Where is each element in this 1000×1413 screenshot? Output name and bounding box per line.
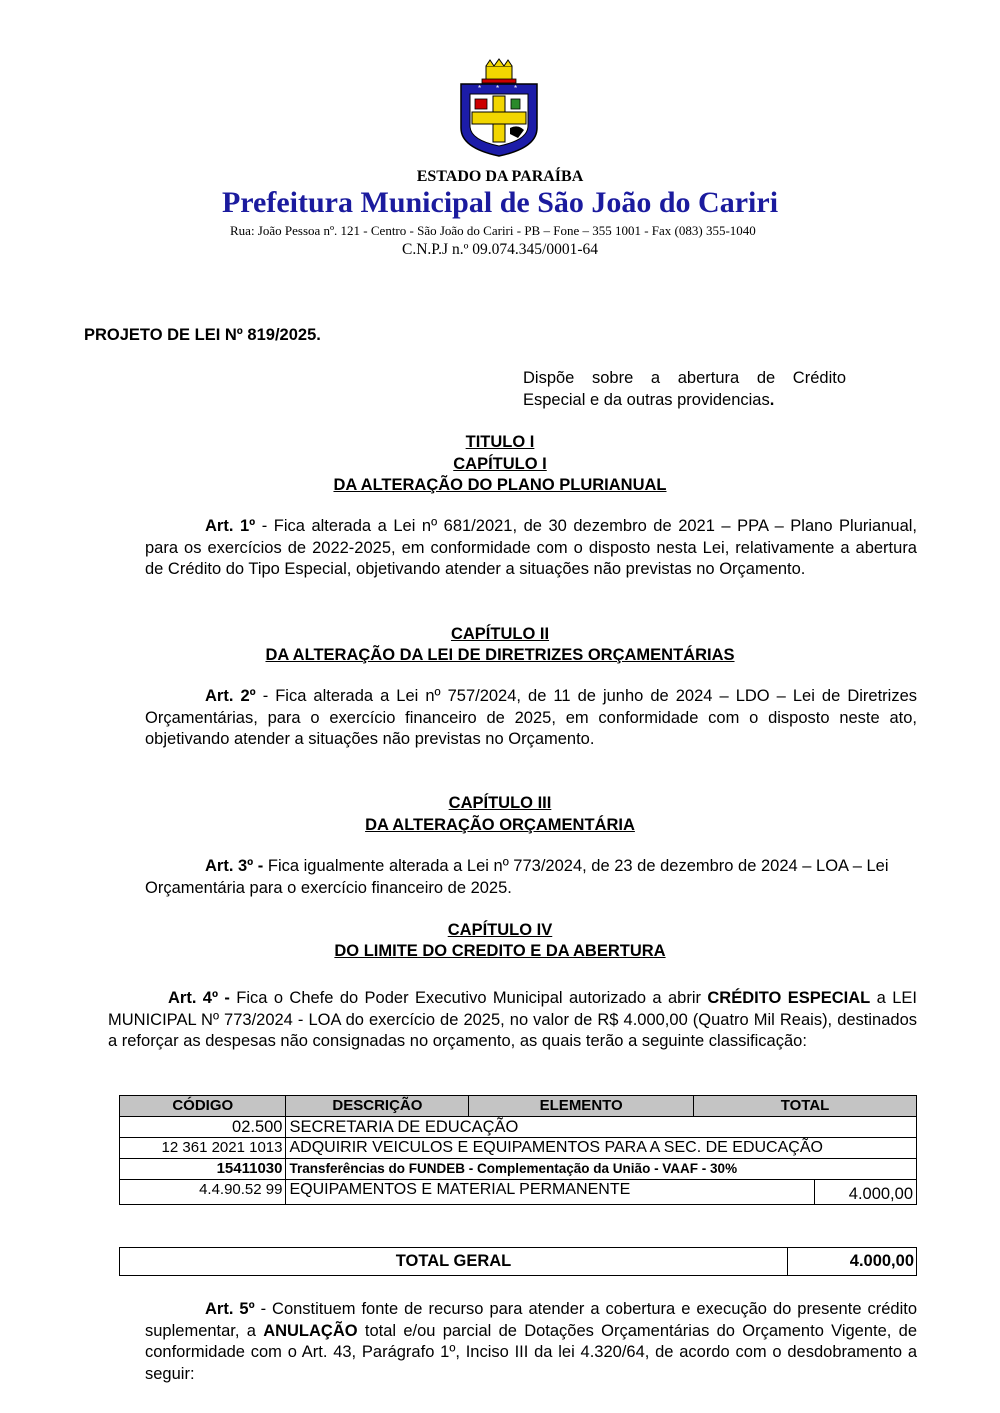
article-5-text-a: - Constituem fonte de recurso para atender a cobertura e execução do presente crédito suplementar, a [145,1300,917,1340]
summary-end: . [769,390,775,409]
article-3-label: Art. 3º - [205,857,264,875]
titulo-heading: TITULO I [465,433,535,451]
chapter-2-subheading: DA ALTERAÇÃO DA LEI DE DIRETRIZES ORÇAMENTÁRIAS [265,646,735,664]
article-5 [145,1299,917,1385]
summary-line-2-text: Especial e da outras providencias [523,390,770,409]
row-4-total-cell [694,1180,917,1205]
header-descricao: DESCRIÇÃO [286,1096,469,1117]
coat-of-arms-logo [458,58,540,158]
svg-text:*: * [514,84,518,93]
article-4 [108,988,917,1053]
header-codigo: CÓDIGO [120,1096,286,1117]
svg-text:*: * [496,84,500,93]
chapter-2-heading: CAPÍTULO II [450,625,550,643]
article-5-bold: ANULAÇÃO [263,1321,358,1340]
row-3-code: 15411030 [120,1159,286,1180]
row-2-code: 12 361 2021 1013 [120,1138,286,1159]
row-4-code: 4.4.90.52 99 [120,1180,286,1205]
chapter-3-heading: CAPÍTULO III [448,794,552,812]
chapter-4-subheading: DO LIMITE DO CREDITO E DA ABERTURA [334,942,666,960]
header-total: TOTAL [694,1096,917,1117]
article-2-label: Art. 2º [205,687,256,705]
table-row [120,1138,917,1159]
total-value: 4.000,00 [788,1248,917,1276]
total-label: TOTAL GERAL [120,1248,788,1276]
table-row [120,1180,917,1205]
article-4-bold: CRÉDITO ESPECIAL [707,989,871,1007]
state-name: ESTADO DA PARAÍBA [416,168,584,185]
summary-line-1: Dispõe sobre a abertura de Crédito [523,369,846,387]
prefecture-title: Prefeitura Municipal de São João do Cariri [221,186,779,219]
article-1 [145,516,917,581]
article-4-label: Art. 4º - [168,989,230,1007]
article-4-text-a: Fica o Chefe do Poder Executivo Municipal autorizado a abrir [229,989,708,1007]
chapter-1-heading: CAPÍTULO I [453,455,547,473]
article-3 [145,856,890,899]
row-4-desc: EQUIPAMENTOS E MATERIAL PERMANENTE [286,1180,694,1205]
article-5-text-b: total e/ou parcial de Dotações Orçamentárias do Orçamento Vigente, de conformidade com o Art. 43, Parágrafo 1º, Inciso III da lei 4.320/64, de acordo com o desdobramento a seguir: [145,1321,917,1383]
article-4-text-b: a LEI MUNICIPAL Nº 773/2024 - LOA do exercício de 2025, no valor de R$ 4.000,00 (Quatro Mil Reais), destinados a reforçar as despesas não consignadas no orçamento, as quais terão a seguinte classificação: [108,989,917,1050]
summary-line-2 [523,390,846,412]
project-title: PROJETO DE LEI Nº 819/2025. [84,326,321,344]
article-2-text: - Fica alterada a Lei nº 757/2024, de 11 de junho de 2024 – LDO – Lei de Diretrizes Orçamentárias, para o exercício financeiro de 2025, em conformidade com o disposto neste ato, objetivando atender a situações não previstas no Orçamento. [145,687,917,748]
chapter-4-heading: CAPÍTULO IV [447,921,553,939]
row-1-code: 02.500 [120,1117,286,1138]
total-row [120,1248,917,1276]
chapter-3-subheading: DA ALTERAÇÃO ORÇAMENTÁRIA [365,816,635,834]
table-row [120,1117,917,1138]
chapter-1-subheading: DA ALTERAÇÃO DO PLANO PLURIANUAL [333,476,667,494]
summary-block [523,368,846,411]
table-header-row [120,1096,917,1117]
row-3-desc: Transferências do FUNDEB - Complementação da União - VAAF - 30% [286,1159,917,1180]
row-1-desc: SECRETARIA DE EDUCAÇÃO [286,1117,917,1138]
address-line: Rua: João Pessoa nº. 121 - Centro - São João do Cariri - PB – Fone – 355 1001 - Fax (083) 355-1040 [230,223,756,238]
article-1-text: - Fica alterada a Lei nº 681/2021, de 30 dezembro de 2021 – PPA – Plano Plurianual, para os exercícios de 2022-2025, em conformidade com o disposto nesta Lei, relativamente a abertura de Crédito do Tipo Especial, objetivando atender a situações não previstas no Orçamento. [145,517,917,578]
svg-text:*: * [478,84,482,93]
row-4-total: 4.000,00 [814,1180,916,1204]
article-5-label: Art. 5º [205,1300,255,1318]
article-2 [145,686,917,751]
budget-table [119,1095,917,1205]
cnpj-line: C.N.P.J n.º 09.074.345/0001-64 [402,241,598,258]
article-1-label: Art. 1º [205,517,256,535]
header-elemento: ELEMENTO [469,1096,694,1117]
total-table [119,1247,917,1276]
table-row [120,1159,917,1180]
article-3-text: Fica igualmente alterada a Lei nº 773/2024, de 23 de dezembro de 2024 – LOA – Lei Orçamentária para o exercício financeiro de 2025. [145,857,889,897]
row-2-desc: ADQUIRIR VEICULOS E EQUIPAMENTOS PARA A SEC. DE EDUCAÇÃO [286,1138,917,1159]
